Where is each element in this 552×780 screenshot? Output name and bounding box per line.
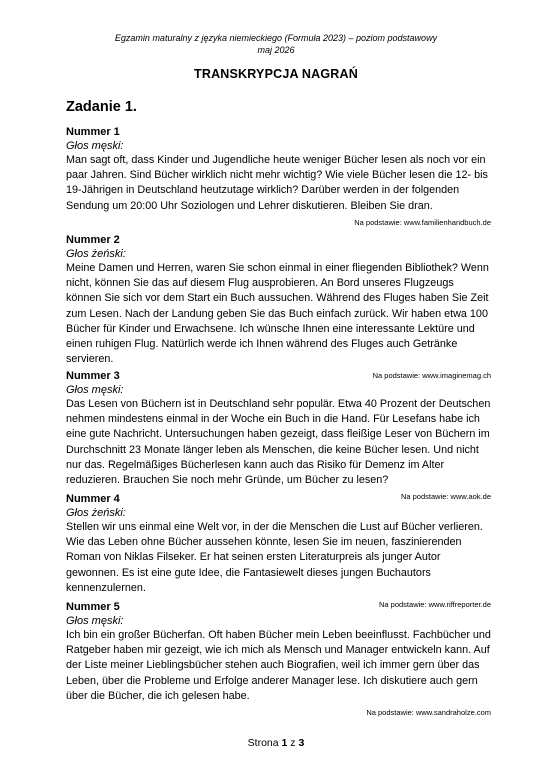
item-source: Na podstawie: www.imaginemag.ch xyxy=(372,371,491,381)
item-number: Nummer 2 xyxy=(66,234,120,246)
item-voice: Głos żeński: xyxy=(66,507,126,519)
item-text: Ich bin ein großer Bücherfan. Oft haben Bücher mein Leben beeinflusst. Fachbücher und Ratgeber haben mir gezeigt, wie ich mich als Mensch und Manager entwickeln kann. Auf der Liste meiner Lieblingsbücher stehen auch Biografien, weil ich immer gern über das Leben, über die Probleme und Erfolge anderer Manager lese. Ich diskutiere auch gern über die Bücher, die ich gelesen habe. xyxy=(66,629,491,702)
item-text: Man sagt oft, dass Kinder und Jugendliche heute weniger Bücher lesen als noch vor ein paar Jahren. Sind Bücher wirklich nicht mehr wichtig? Wie viele Bücher lesen die 12- bis 19-Jährigen in Deutschland heutzutage wirklich? Darüber werden in der folgenden Sendung um 20:00 Uhr Soziologen und Lehrer diskutieren. Bleiben Sie dran. xyxy=(66,154,488,212)
item-source: Na podstawie: www.riffreporter.de xyxy=(379,600,491,610)
page-title: TRANSKRYPCJA NAGRAŃ xyxy=(194,67,358,81)
item-text: Stellen wir uns einmal eine Welt vor, in der die Menschen die Lust auf Bücher verlieren. Wie das Leben ohne Bücher aussehen könnte, lesen Sie im neuen, faszinierenden Roman von Niklas Filseker. Er hat seinen ersten Literaturpreis als junger Autor gewonnen. Es ist eine gute Idee, die Fantasiewelt dieses jungen Buchautors kennenzulernen. xyxy=(66,521,483,594)
page-current: 1 xyxy=(281,737,288,749)
item-number: Nummer 1 xyxy=(66,126,120,138)
transcript-item-4 xyxy=(66,492,491,610)
page-label: Strona xyxy=(247,737,279,749)
item-source: Na podstawie: www.aok.de xyxy=(400,492,491,502)
page-total: 3 xyxy=(298,737,305,749)
item-source: Na podstawie: www.sandraholze.com xyxy=(366,708,491,718)
item-number: Nummer 5 xyxy=(66,601,120,613)
item-voice: Głos męski: xyxy=(66,615,124,627)
exam-date: maj 2026 xyxy=(257,45,295,55)
item-text: Das Lesen von Büchern ist in Deutschland sehr populär. Etwa 40 Prozent der Deutschen nehmen mindestens einmal in der Woche ein Buch in die Hand. Für Lesefans habe ich eine gute Nachricht. Untersuchungen haben gezeigt, dass fleißige Leser von Büchern im Durchschnitt 23 Monate länger leben als Menschen, die keine Bücher lesen. Und nicht nur das. Regelmäßiges Bücherlesen kann auch das Risiko für Demenz im Alter reduzieren. Brauchen Sie noch mehr Gründe, um Bücher zu lesen? xyxy=(66,398,491,487)
transcript-item-1 xyxy=(66,125,491,228)
exam-header: Egzamin maturalny z języka niemieckiego (Formuła 2023) – poziom podstawowy xyxy=(114,33,438,43)
transcript-item-5 xyxy=(66,600,491,718)
task-heading: Zadanie 1. xyxy=(66,99,137,115)
item-voice: Głos żeński: xyxy=(66,248,126,260)
item-text: Meine Damen und Herren, waren Sie schon einmal in einer fliegenden Bibliothek? Wenn nicht, können Sie das auf diesem Flug ausprobieren. An Bord unseres Flugzeugs können Sie sich vor dem Start ein Buch aussuchen. Während des Fluges haben Sie Zeit zum Lesen. Nach der Landung geben Sie das Buch einfach zurück. Wir haben etwa 100 Bücher für Kinder und Erwachsene. Ich wünsche Ihnen eine interessante Lektüre und einen ruhigen Flug. Natürlich werde ich Ihnen während des Fluges auch Getränke servieren. xyxy=(66,262,489,366)
transcript-item-2 xyxy=(66,233,491,381)
item-voice: Głos męski: xyxy=(66,140,124,152)
page-footer xyxy=(0,737,552,749)
item-number: Nummer 3 xyxy=(66,370,120,382)
transcript-item-3 xyxy=(66,369,491,502)
page-separator: z xyxy=(290,737,296,749)
item-voice: Głos męski: xyxy=(66,384,124,396)
item-number: Nummer 4 xyxy=(66,493,120,505)
item-source: Na podstawie: www.familienhandbuch.de xyxy=(354,217,491,227)
